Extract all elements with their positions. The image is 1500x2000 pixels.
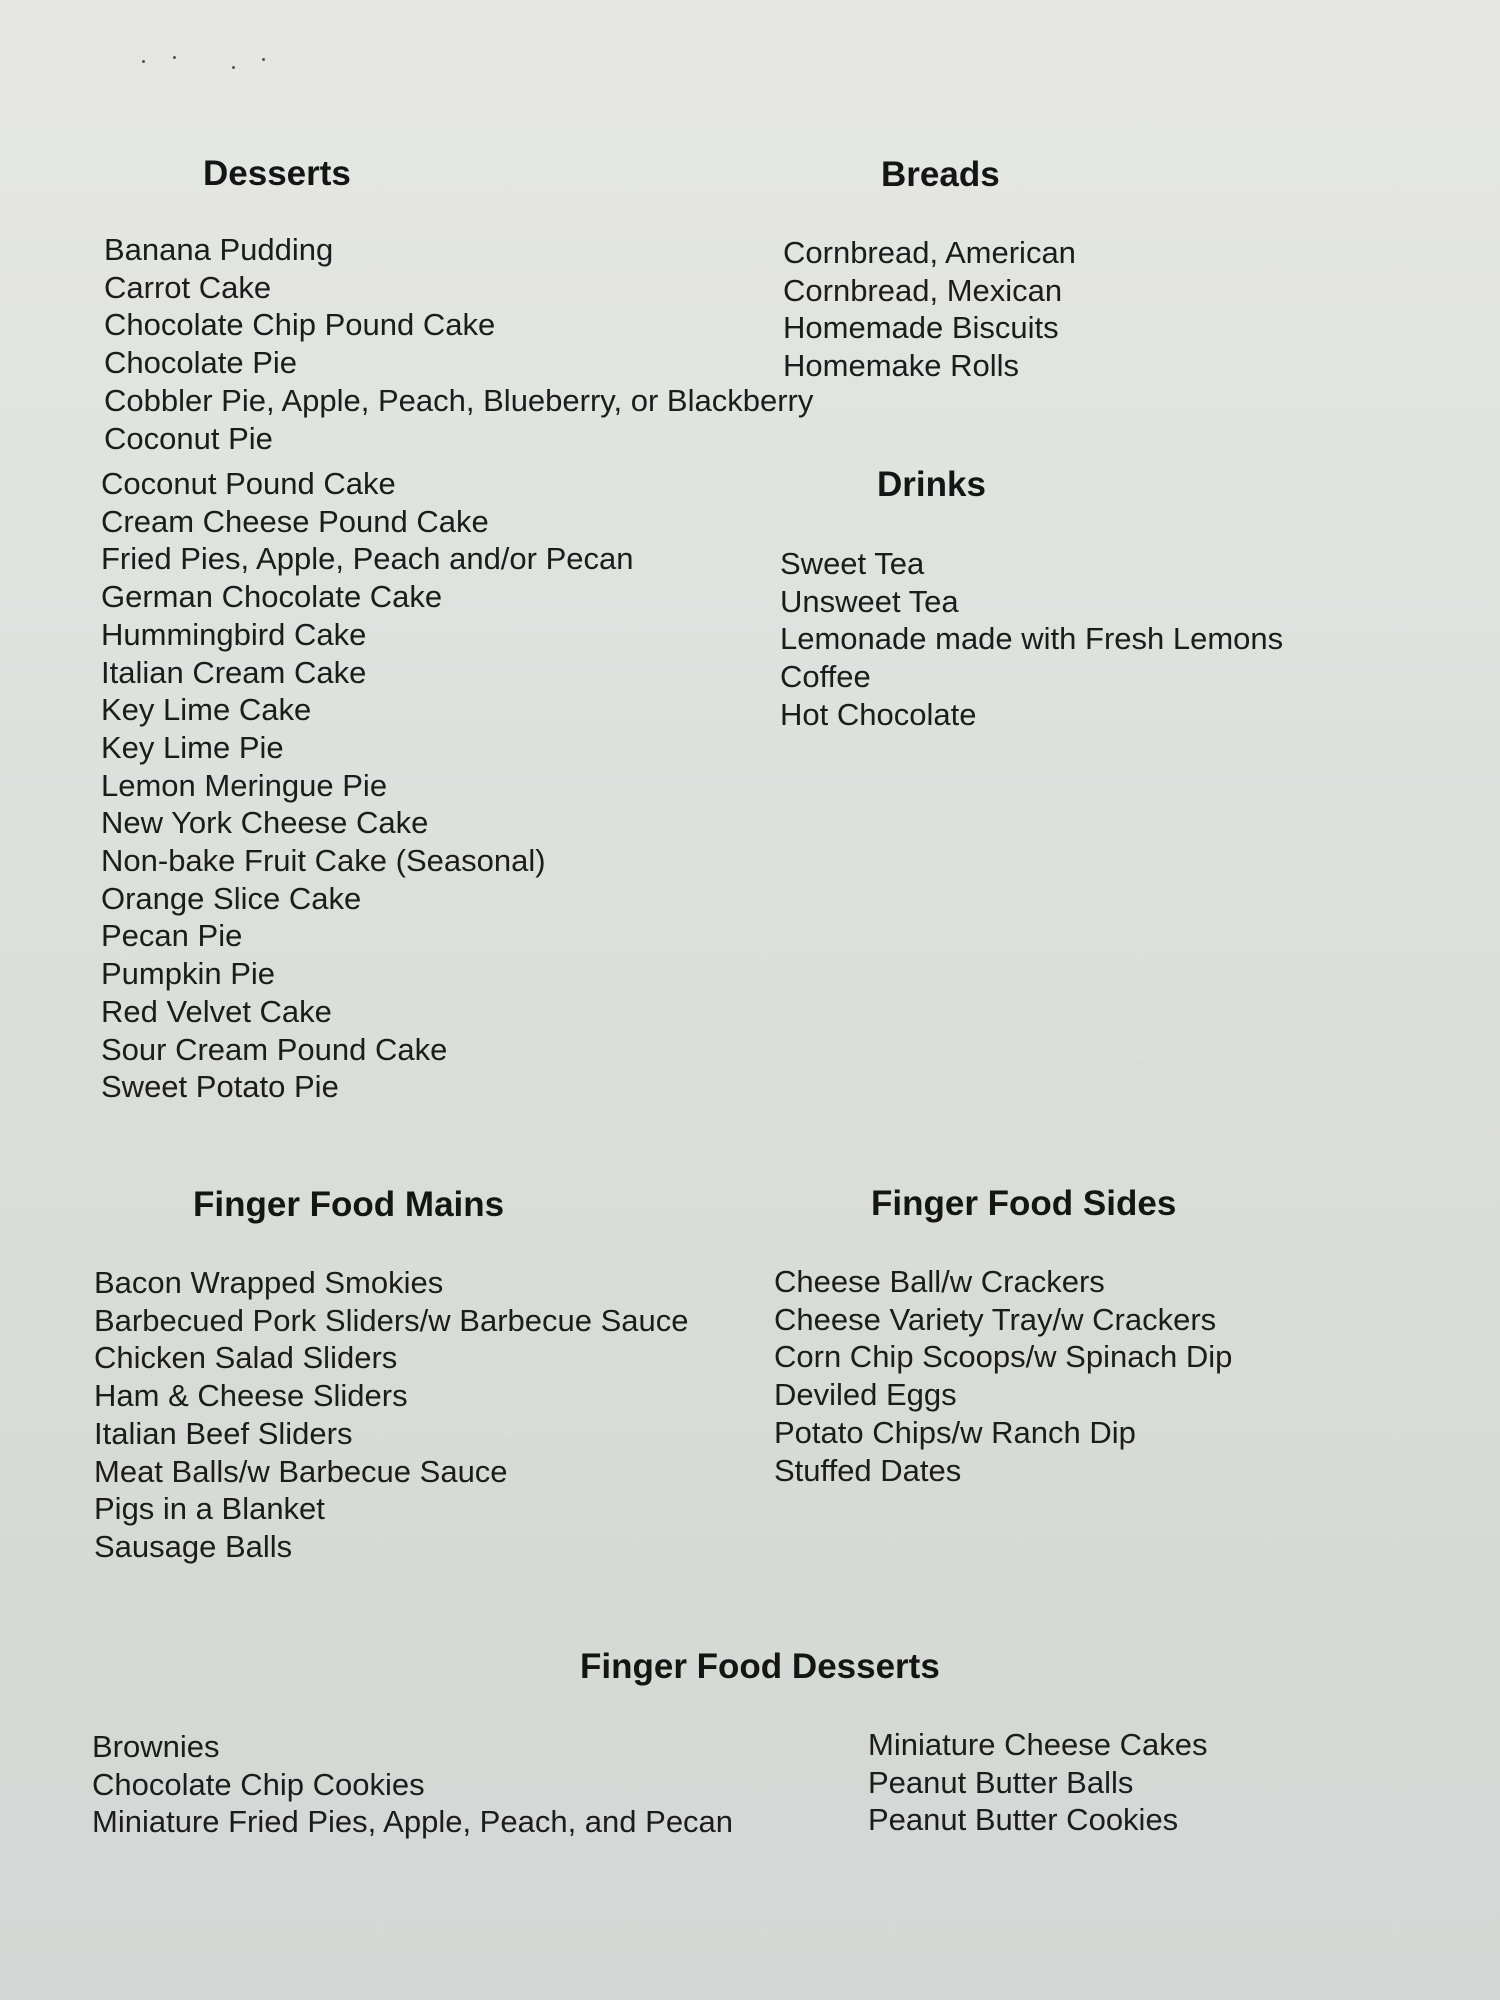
list-item: New York Cheese Cake — [101, 805, 429, 841]
list-item: Sausage Balls — [94, 1528, 293, 1564]
list-item: Cornbread, American — [783, 235, 1076, 270]
finger-food-mains-heading: Finger Food Mains — [193, 1185, 505, 1224]
list-item: Homemade Biscuits — [783, 310, 1059, 346]
list-item: Corn Chip Scoops/w Spinach Dip — [774, 1339, 1233, 1375]
list-item: Cream Cheese Pound Cake — [101, 503, 489, 539]
desserts-heading: Desserts — [203, 154, 351, 193]
list-item: Ham & Cheese Sliders — [94, 1378, 408, 1414]
list-item: Barbecued Pork Sliders/w Barbecue Sauce — [94, 1302, 689, 1338]
list-item: Italian Cream Cake — [101, 654, 367, 690]
list-item: Hot Chocolate — [780, 696, 977, 732]
list-item: Sour Cream Pound Cake — [101, 1031, 448, 1067]
list-item: Cornbread, Mexican — [783, 272, 1063, 308]
finger-food-sides-list — [774, 1263, 1232, 1489]
list-item: Stuffed Dates — [774, 1452, 962, 1488]
finger-food-desserts-heading: Finger Food Desserts — [580, 1647, 940, 1686]
finger-food-mains-list — [94, 1264, 689, 1566]
list-item: Coconut Pound Cake — [101, 466, 396, 501]
list-item: Cheese Ball/w Crackers — [774, 1264, 1105, 1299]
list-item: Italian Beef Sliders — [94, 1415, 353, 1451]
list-item: Hummingbird Cake — [101, 616, 367, 652]
list-item: Unsweet Tea — [780, 583, 959, 619]
list-item: Orange Slice Cake — [101, 880, 362, 916]
desserts-list-b — [101, 465, 634, 1106]
list-item: Key Lime Pie — [101, 729, 284, 765]
paper-speck — [232, 66, 235, 69]
list-item: Coffee — [780, 659, 871, 695]
list-item: Chocolate Chip Cookies — [92, 1766, 425, 1802]
list-item: Meat Balls/w Barbecue Sauce — [94, 1453, 508, 1489]
list-item: Chocolate Chip Pound Cake — [104, 307, 496, 343]
list-item: Lemon Meringue Pie — [101, 767, 388, 803]
list-item: Miniature Cheese Cakes — [868, 1727, 1208, 1762]
paper-speck — [262, 58, 265, 61]
list-item: Key Lime Cake — [101, 692, 312, 728]
list-item: Brownies — [92, 1729, 220, 1764]
list-item: Pigs in a Blanket — [94, 1491, 325, 1527]
list-item: Peanut Butter Balls — [868, 1764, 1134, 1800]
list-item: Pecan Pie — [101, 918, 243, 954]
drinks-heading: Drinks — [877, 465, 986, 504]
drinks-list — [780, 545, 1283, 734]
list-item: Chocolate Pie — [104, 345, 298, 381]
list-item: Banana Pudding — [104, 232, 334, 267]
list-item: Deviled Eggs — [774, 1377, 957, 1413]
breads-heading: Breads — [881, 155, 1000, 194]
list-item: Homemake Rolls — [783, 348, 1020, 384]
list-item: Peanut Butter Cookies — [868, 1802, 1179, 1838]
list-item: Pumpkin Pie — [101, 956, 276, 992]
finger-food-desserts-list-left — [92, 1728, 733, 1841]
list-item: Cobbler Pie, Apple, Peach, Blueberry, or Blackberry — [104, 382, 814, 418]
list-item: Non-bake Fruit Cake (Seasonal) — [101, 843, 546, 879]
list-item: Potato Chips/w Ranch Dip — [774, 1414, 1136, 1450]
paper-speck — [173, 56, 176, 59]
list-item: Carrot Cake — [104, 269, 272, 305]
finger-food-sides-heading: Finger Food Sides — [871, 1184, 1177, 1223]
list-item: German Chocolate Cake — [101, 579, 443, 615]
list-item: Red Velvet Cake — [101, 993, 332, 1029]
list-item: Bacon Wrapped Smokies — [94, 1265, 444, 1300]
list-item: Fried Pies, Apple, Peach and/or Pecan — [101, 541, 634, 577]
breads-list — [783, 234, 1076, 385]
list-item: Lemonade made with Fresh Lemons — [780, 621, 1284, 657]
paper-speck — [142, 60, 145, 63]
list-item: Cheese Variety Tray/w Crackers — [774, 1301, 1217, 1337]
desserts-list-a — [104, 231, 813, 457]
list-item: Sweet Tea — [780, 546, 925, 581]
finger-food-desserts-list-right — [868, 1726, 1207, 1839]
list-item: Coconut Pie — [104, 420, 273, 456]
list-item: Miniature Fried Pies, Apple, Peach, and Pecan — [92, 1804, 734, 1840]
list-item: Sweet Potato Pie — [101, 1069, 339, 1105]
list-item: Chicken Salad Sliders — [94, 1340, 398, 1376]
